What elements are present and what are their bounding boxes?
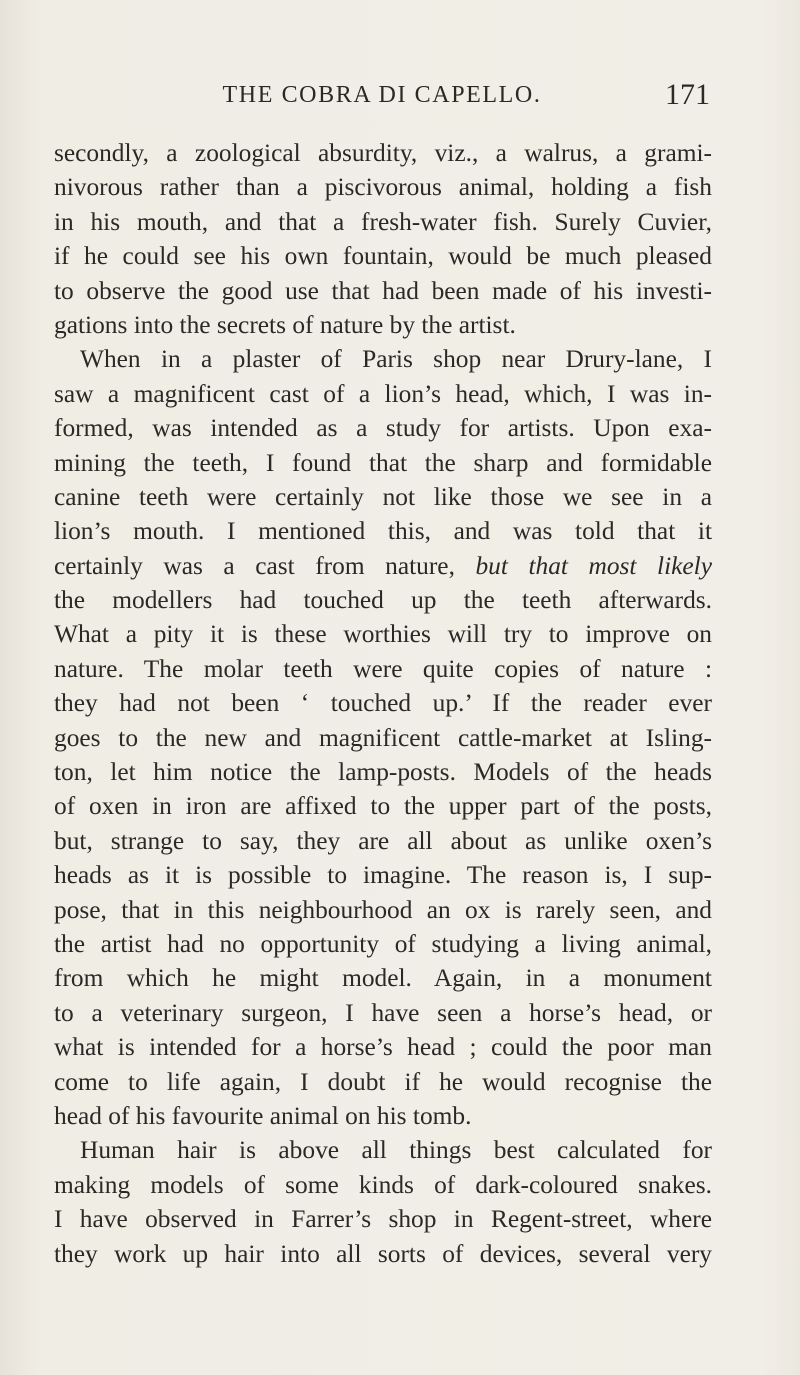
text-line: ton, let him notice the lamp-posts. Models of the heads (54, 758, 712, 787)
text-roman: certainly was a cast from nature, (54, 551, 455, 580)
text-line: from which he might model. Again, in a monument (54, 964, 712, 993)
text-line: I have observed in Farrer’s shop in Regent-street, where (54, 1205, 712, 1234)
text-line: saw a magnificent cast of a lion’s head, which, I was in- (54, 379, 712, 408)
text-line: what is intended for a horse’s head ; could the poor man (54, 1033, 712, 1062)
text-line: lion’s mouth. I mentioned this, and was told that it (54, 517, 712, 546)
text-line: canine teeth were certainly not like those we see in a (54, 482, 712, 511)
text-line: nature. The molar teeth were quite copies of nature : (54, 654, 712, 683)
text-line: making models of some kinds of dark-coloured snakes. (54, 1170, 712, 1199)
text-line: nivorous rather than a piscivorous animal, holding a fish (54, 173, 712, 202)
text-line: they had not been ‘ touched up.’ If the reader ever (54, 689, 712, 718)
text-line (54, 549, 712, 583)
text-line: the artist had no opportunity of studying a living animal, (54, 929, 712, 958)
text-line: of oxen in iron are affixed to the upper part of the posts, (54, 792, 712, 821)
text-line: to a veterinary surgeon, I have seen a horse’s head, or (54, 998, 712, 1027)
text-line: if he could see his own fountain, would be much pleased (54, 242, 712, 271)
text-line: What a pity it is these worthies will try to improve on (54, 620, 712, 649)
text-line: in his mouth, and that a fresh-water fish. Surely Cuvier, (54, 207, 712, 236)
running-title: THE COBRA DI CAPELLO. (222, 82, 542, 108)
text-line: to observe the good use that had been made of his investi- (54, 276, 712, 305)
text-line: goes to the new and magnificent cattle-market at Isling- (54, 723, 712, 752)
text-line: pose, that in this neighbourhood an ox is rarely seen, and (54, 895, 712, 924)
body-text (54, 136, 712, 1271)
text-line: but, strange to say, they are all about as unlike oxen’s (54, 826, 712, 855)
text-italic: but that most likely (454, 551, 712, 580)
text-line: Human hair is above all things best calculated for (80, 1136, 712, 1165)
text-line: When in a plaster of Paris shop near Drury-lane, I (80, 345, 712, 374)
text-line: they work up hair into all sorts of devices, several very (54, 1239, 712, 1268)
text-line-italic: the modellers had touched up the teeth afterwards. (54, 586, 712, 615)
text-line: formed, was intended as a study for artists. Upon exa- (54, 414, 712, 443)
text-line: come to life again, I doubt if he would recognise the (54, 1067, 712, 1096)
text-line: secondly, a zoological absurdity, viz., a walrus, a grami- (54, 139, 712, 167)
page-number: 171 (665, 78, 710, 111)
page-header (54, 78, 710, 118)
text-line: heads as it is possible to imagine. The reason is, I sup- (54, 861, 712, 890)
text-line: head of his favourite animal on his tomb. (54, 1101, 472, 1130)
text-line: gations into the secrets of nature by the artist. (54, 310, 516, 339)
text-line: mining the teeth, I found that the sharp and formidable (54, 448, 712, 477)
